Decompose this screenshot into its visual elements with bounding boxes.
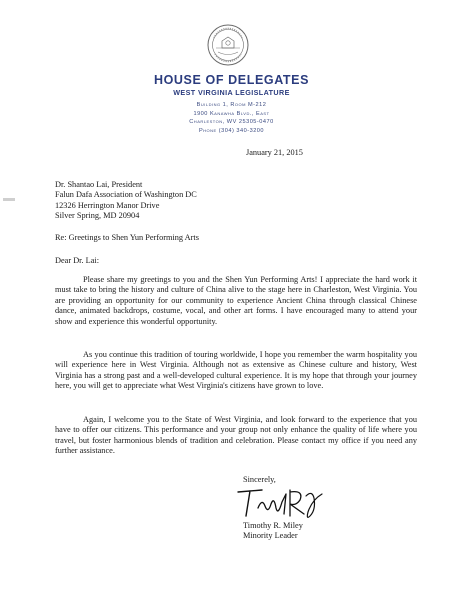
body-paragraph: Please share my greetings to you and the Shen Yun Performing Arts! I appreciate the hard work it must take to bring the history and culture of China alive to the stage here in Charleston, West Virginia. You are providing an opportunity for our community to experience Ancient China through classical Chinese dance, animated backdrops, costume, vocal, and other art forms. I have encouraged many to attend your show and experience this wonderful opportunity. xyxy=(55,275,417,326)
signer-block xyxy=(243,521,303,542)
address-line: Phone (304) 340-3200 xyxy=(198,127,265,134)
body-paragraph: Again, I welcome you to the State of West Virginia, and look forward to the experience that you have to offer our citizens. This performance and your group not only enhance the quality of life where you travel, but foster harmonious blends of tradition and celebration. Please contact my office if you need any further assistance. xyxy=(55,415,417,456)
scan-mark xyxy=(3,198,15,201)
address-line: 1900 Kanawha Blvd., East xyxy=(193,110,270,117)
recipient-line: 12326 Herrington Manor Drive xyxy=(55,200,160,210)
letterhead-title: HOUSE OF DELEGATES xyxy=(153,73,310,87)
recipient-line: Falun Dafa Association of Washington DC xyxy=(55,190,197,200)
letterhead-address xyxy=(0,101,463,135)
recipient-line: Dr. Shantao Lai, President xyxy=(55,180,143,189)
signer-title: Minority Leader xyxy=(243,531,298,541)
salutation: Dear Dr. Lai: xyxy=(55,256,100,265)
state-seal-icon xyxy=(207,24,249,66)
address-line: Building 1, Room M-212 xyxy=(196,102,267,108)
signature-icon xyxy=(232,486,328,520)
signer-name: Timothy R. Miley xyxy=(243,521,303,530)
subject-line: Re: Greetings to Shen Yun Performing Arts xyxy=(55,233,199,242)
address-line: Charleston, WV 25305-0470 xyxy=(189,119,274,126)
closing: Sincerely, xyxy=(243,475,276,484)
letterhead-subtitle: WEST VIRGINIA LEGISLATURE xyxy=(173,88,290,97)
recipient-block xyxy=(55,180,197,222)
recipient-line: Silver Spring, MD 20904 xyxy=(55,211,140,221)
letter-date: January 21, 2015 xyxy=(246,148,303,157)
body-paragraph: As you continue this tradition of touring worldwide, I hope you remember the warm hospitality you will experience here in West Virginia. Although not as extensive as Chinese culture and history, West Virginia has a strong past and a well-developed cultural experience. It is my hope that through your journey here, you will get to appreciate what West Virginia's citizens have grown to love. xyxy=(55,350,417,391)
